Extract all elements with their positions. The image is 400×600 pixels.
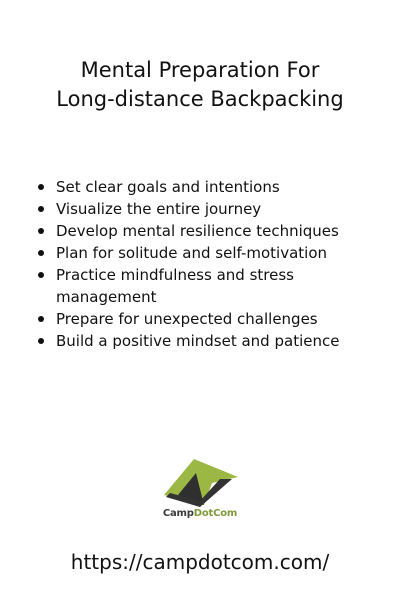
list-item	[36, 242, 376, 264]
tips-list	[36, 176, 376, 352]
list-item	[36, 264, 376, 308]
bullet-dot-icon	[38, 184, 44, 190]
title-line-2: Long-distance Backpacking	[56, 87, 344, 111]
brand-name	[150, 508, 250, 519]
list-item	[36, 308, 376, 330]
list-item	[36, 176, 376, 198]
bullet-dot-icon	[38, 228, 44, 234]
list-item-text: Visualize the entire journey	[56, 200, 262, 218]
title-line-1: Mental Preparation For	[80, 58, 320, 82]
list-item-text: Prepare for unexpected challenges	[56, 310, 318, 328]
list-item-text: Build a positive mindset and patience	[56, 332, 340, 350]
website-url[interactable]: https://campdotcom.com/	[70, 550, 330, 574]
page-title	[0, 56, 400, 114]
list-item-text: Practice mindfulness and stress management	[56, 266, 294, 306]
bullet-dot-icon	[38, 272, 44, 278]
bullet-dot-icon	[38, 316, 44, 322]
brand-name-part-1: Camp	[162, 508, 194, 519]
list-item	[36, 198, 376, 220]
bullet-dot-icon	[38, 250, 44, 256]
bullet-dot-icon	[38, 206, 44, 212]
bullet-dot-icon	[38, 338, 44, 344]
list-item-text: Develop mental resilience techniques	[56, 222, 339, 240]
list-item-text: Plan for solitude and self-motivation	[56, 244, 328, 262]
list-item-text: Set clear goals and intentions	[56, 178, 280, 196]
list-item	[36, 330, 376, 352]
brand-name-part-2: DotCom	[193, 508, 238, 519]
list-item	[36, 220, 376, 242]
